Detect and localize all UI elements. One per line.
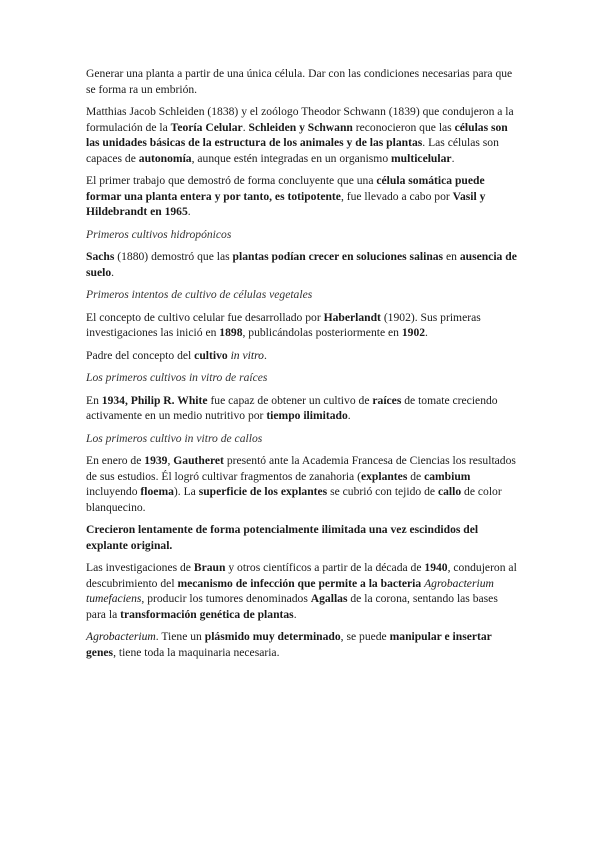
text-run: En enero de — [86, 454, 145, 467]
bold-text: Vasil y Hildebrandt en 1965 — [86, 189, 486, 218]
text-run: . Las células son capaces de — [86, 136, 499, 165]
paragraph — [86, 560, 518, 622]
bold-text: 1898 — [219, 326, 243, 339]
text-run: . — [263, 348, 267, 362]
text-run: . — [293, 607, 297, 621]
bold-text: plásmido muy determinado — [204, 630, 341, 643]
paragraph — [86, 453, 518, 515]
bold-text: células son las unidades básicas de la estructura de los animales y de las plantas — [86, 120, 508, 149]
text-run: , producir los tumores denominados — [141, 592, 311, 605]
text-run: reconocieron que las — [352, 120, 455, 134]
document-page — [86, 66, 518, 667]
bold-text: ausencia de suelo — [86, 250, 517, 279]
text-run: de tomate creciendo activamente en un medio nutritivo por — [86, 393, 498, 422]
bold-text: Haberlandt — [323, 310, 381, 324]
bold-text: cultivo — [194, 348, 228, 362]
bold-text: raíces — [372, 393, 402, 407]
text-run: , aunque estén integradas en un organismo — [191, 151, 392, 165]
italic-text: in vitro — [230, 348, 264, 362]
bold-text: floema — [140, 485, 174, 498]
bold-text: célula somática puede formar una planta entera y por tanto, es totipotente — [86, 174, 485, 203]
text-run: . Tiene un — [155, 630, 205, 643]
paragraph — [86, 66, 518, 97]
text-run: Los primeros cultivo in vitro de callos — [86, 431, 263, 445]
text-run: presentó ante la Academia Francesa de Ciencias los resultados de sus estudios. Él logró cultivar fragmentos de zanahoria ( — [86, 454, 516, 483]
bold-text: plantas podían crecer en soluciones salinas — [232, 250, 444, 263]
bold-text: Agallas — [310, 592, 348, 605]
bold-text: 1940 — [424, 561, 448, 574]
paragraph — [86, 348, 518, 364]
text-run: fue capaz de obtener un cultivo de — [207, 393, 373, 407]
text-run: (1902). Sus primeras investigaciones las inició en — [86, 310, 481, 339]
text-run: . — [242, 120, 249, 134]
paragraph — [86, 104, 518, 166]
bold-text: tiempo ilimitado — [266, 409, 348, 422]
section-heading — [86, 227, 518, 243]
bold-text: autonomía — [138, 151, 192, 165]
text-run: . — [347, 409, 351, 422]
paragraph — [86, 393, 518, 424]
text-run: , condujeron al descubrimiento del — [86, 561, 517, 590]
text-run: Padre del concepto del — [86, 348, 195, 362]
italic-text: Agrobacterium tumefaciens — [86, 576, 494, 605]
text-run: Los primeros cultivos in vitro de raíces — [86, 371, 268, 384]
paragraph — [86, 310, 518, 341]
paragraph — [86, 629, 518, 660]
text-run: . — [111, 265, 115, 279]
text-run: , fue llevado a cabo por — [340, 189, 453, 203]
text-run: en — [443, 250, 460, 263]
text-run: y otros científicos a partir de la década de — [225, 561, 425, 574]
text-run: El concepto de cultivo celular fue desarrollado por — [86, 310, 324, 324]
text-run: . — [169, 538, 173, 552]
bold-text: Schleiden y Schwann — [248, 120, 353, 134]
text-run: (1880) demostró que las — [114, 250, 233, 263]
text-run: . — [451, 151, 455, 165]
section-heading — [86, 431, 518, 447]
text-run: ). La — [173, 485, 199, 498]
text-run: de la corona, sentando las bases para la — [86, 592, 498, 621]
text-run: . — [425, 326, 428, 339]
text-run: , — [167, 454, 174, 467]
section-heading — [86, 287, 518, 303]
bold-text: manipular e insertar genes — [86, 630, 492, 659]
bold-text: 1939 — [144, 454, 168, 467]
bold-text: explantes — [360, 469, 408, 483]
text-run: Generar una planta a partir de una única célula. Dar con las condiciones necesarias para que se forma ra un embrión. — [86, 67, 513, 96]
text-run: . — [187, 205, 191, 218]
text-run: de color blanquecino. — [86, 485, 502, 514]
text-run: una vez — [366, 523, 410, 536]
paragraph — [86, 522, 518, 553]
bold-text: callo — [437, 485, 462, 498]
text-run: Matthias Jacob Schleiden (1838) y el zoólogo Theodor Schwann (1839) que condujeron a la formulación de la — [86, 105, 514, 134]
text-run: , tiene toda la maquinaria necesaria. — [113, 645, 280, 659]
bold-text: mecanismo de infección que permite a la bacteria — [177, 576, 422, 590]
bold-text: Gautheret — [173, 454, 224, 467]
bold-text: multicelular — [391, 151, 452, 165]
bold-text: superficie de los explantes — [198, 485, 328, 498]
bold-text: 1934, Philip R. White — [101, 393, 208, 407]
paragraph — [86, 173, 518, 220]
text-run: , se puede — [340, 630, 390, 643]
text-run: El primer trabajo que demostró de forma concluyente que una — [86, 174, 377, 187]
bold-text: transformación genética de plantas — [120, 607, 294, 621]
bold-text: cambium — [424, 469, 471, 483]
bold-text: Teoría Celular — [170, 120, 243, 134]
bold-text: Braun — [193, 561, 226, 574]
bold-text: Crecieron lentamente de forma potencialmente ilimitada — [86, 523, 367, 536]
text-run: de — [407, 469, 425, 483]
text-run: , publicándolas posteriormente en — [242, 326, 402, 339]
text-run: Las investigaciones de — [86, 561, 194, 574]
bold-text: Sachs — [86, 250, 115, 263]
text-run: Primeros cultivos hidropónicos — [86, 227, 232, 241]
bold-text: escindidos del explante original — [86, 523, 479, 552]
paragraph — [86, 249, 518, 280]
text-run: se cubrió con tejido de — [327, 485, 438, 498]
text-run: incluyendo — [86, 485, 141, 498]
bold-text: 1902 — [401, 326, 426, 339]
text-run: En — [86, 393, 102, 407]
text-run: Primeros intentos de cultivo de células vegetales — [86, 288, 313, 301]
section-heading — [86, 370, 518, 386]
italic-text: Agrobacterium — [86, 630, 156, 643]
